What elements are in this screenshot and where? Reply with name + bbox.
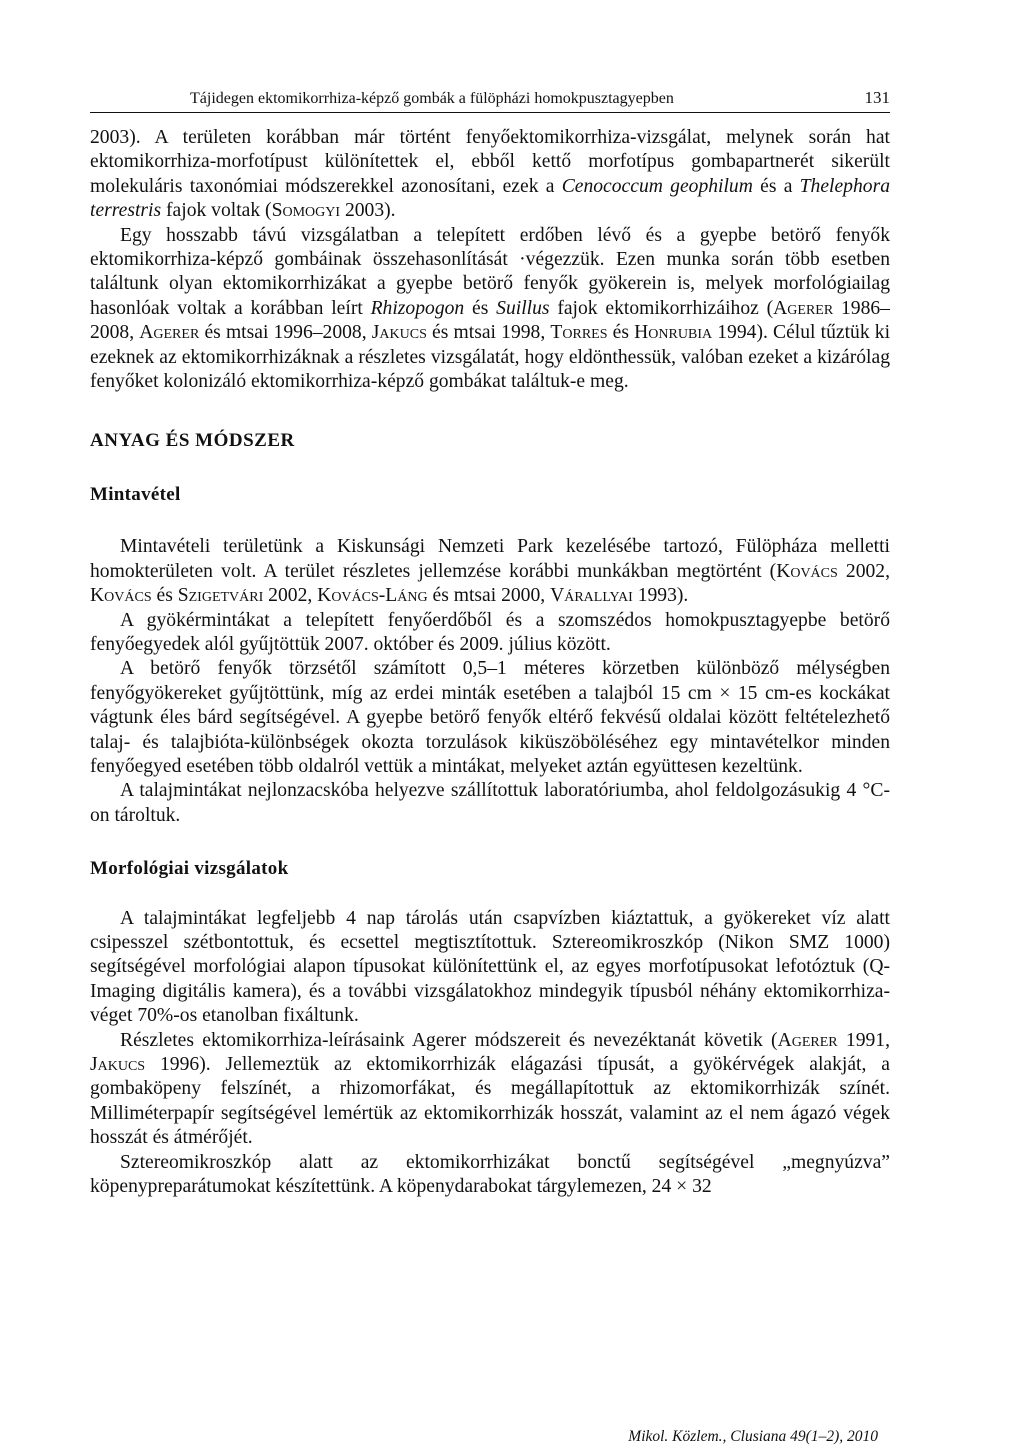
author-citation: Várallyai: [550, 585, 633, 607]
author-citation: Szigetvári: [177, 585, 264, 607]
taxon-name: Suillus: [496, 297, 550, 319]
author-citation: Agerer: [773, 297, 834, 319]
subsection-heading-sampling: Mintavétel: [90, 483, 181, 505]
author-citation: Jakucs: [90, 1054, 146, 1075]
sampling-paragraph-1: Mintavételi területünk a Kiskunsági Nemzeti Park kezelésébe tartozó, Fülöpháza melletti homokterületen volt. A terület részletes jellemzése korábbi munkákban megtörtént (Kovács 2002, Kovács és Szigetvári 2002, Kovács-Láng és mtsai 2000, Várallyai 1993).: [90, 536, 890, 607]
running-head-title: Tájidegen ektomikorrhiza-képző gombák a fülöpházi homokpusztagyepben: [190, 90, 674, 107]
author-citation: Torres: [550, 322, 608, 344]
intro-paragraph-1: 2003). A területen korábban már történt fenyőektomikorrhiza-vizsgálat, melynek során hat ektomikorrhiza-morfotípust különítettek el, ebből kettő morfotípus gombapartnerét sikerült molekuláris taxonómiai módszerekkel azonosítani, ezek a Cenococcum geophilum és a Thelephora terrestris fajok voltak (Somogyi 2003).: [90, 127, 890, 222]
subsection-heading-morphology: Morfológiai vizsgálatok: [90, 858, 289, 880]
morphology-paragraph-3: Sztereomikroszkóp alatt az ektomikorrhizákat bonctű segítségével „megnyúzva” köpenypreparátumokat készítettünk. A köpenydarabokat tárgylemezen, 24 × 32: [90, 1151, 890, 1198]
page-number: 131: [864, 88, 890, 107]
author-citation: Kovács: [90, 585, 152, 607]
author-citation: Agerer: [777, 1029, 838, 1051]
taxon-name: Cenococcum geophilum: [561, 175, 753, 197]
author-citation: Jakucs: [371, 322, 427, 344]
author-citation: Kovács: [776, 560, 838, 582]
article-body: [90, 126, 890, 1199]
sampling-paragraph-4: A talajmintákat nejlonzacskóba helyezve szállítottuk laboratóriumba, ahol feldolgozásukig 4 °C-on tároltuk.: [90, 780, 890, 826]
taxon-name: Rhizopogon: [370, 297, 465, 319]
taxon-name: Thelephora terrestris: [90, 175, 890, 222]
author-citation: Somogyi: [271, 200, 341, 222]
morphology-paragraph-2: Részletes ektomikorrhiza-leírásaink Agerer módszereit és nevezéktanát követik (Agerer 1991, Jakucs 1996). Jellemeztük az ektomikorrhizák elágazási típusát, a gyökérvégek alakját, a gombaköpeny felszínét, a rhizomorfákat, és megállapítottuk az ektomikorrhizák színét. Milliméterpapír segítségével lemértük az ektomikorrhizák hosszát, valamint az el nem ágazó végek hosszát és átmérőjét.: [90, 1029, 891, 1149]
running-head: [90, 88, 890, 113]
author-citation: Honrubia: [634, 322, 713, 344]
morphology-paragraph-1: A talajmintákat legfeljebb 4 nap tárolás után csapvízben kiáztattuk, a gyökereket víz alatt csipesszel szétbontottuk, és ecsettel megtisztítottuk. Sztereomikroszkóp (Nikon SMZ 1000) segítségével morfológiai alapon típusokat különítettünk el, az egyes morfotípusokat lefotóztuk (Q-Imaging digitális kamera), és a további vizsgálatokhoz mindegyik típusból néhány ektomikorrhiza-véget 70%-os etanolban fixáltunk.: [90, 907, 890, 1027]
section-heading-methods: ANYAG ÉS MÓDSZER: [90, 430, 295, 452]
author-citation: Kovács-Láng: [317, 585, 428, 607]
author-citation: Agerer: [139, 322, 200, 344]
intro-paragraph-2: Egy hosszabb távú vizsgálatban a telepített erdőben lévő és a gyepbe betörő fenyők ektomikorrhiza-képző gombáinak összehasonlítását ·végezzük. Ezen munka során több esetben találtunk olyan ektomikorrhizákat a gyepbe betörő fenyők gyökerein is, melyek morfológiailag hasonlóak voltak a korábban leírt Rhizopogon és Suillus fajok ektomikorrhizáihoz (Agerer 1986–2008, Agerer és mtsai 1996–2008, Jakucs és mtsai 1998, Torres és Honrubia 1994). Célul tűztük ki ezeknek az ektomikorrhizáknak a részletes vizsgálatát, hogy eldönthessük, valóban ezeket a kizárólag fenyőket kolonizáló ektomikorrhiza-képző gombákat találtuk-e meg.: [90, 224, 891, 393]
article-page: [90, 88, 890, 1199]
sampling-paragraph-3: A betörő fenyők törzsétől számított 0,5–1 méteres körzetben különböző mélységben fenyőgyökereket gyűjtöttünk, míg az erdei minták esetében a talajból 15 cm × 15 cm-es kockákat vágtunk éles bárd segítségével. A gyepbe betörő fenyők eltérő fekvésű oldalai között feltételezhető talaj- és talajbióta-különbségek okozta torzulások kiküszöböléséhez egy mintavételkor minden fenyőegyed esetében több oldalról vettük a mintákat, melyeket aztán együttesen kezeltünk.: [90, 658, 890, 777]
sampling-paragraph-2: A gyökérmintákat a telepített fenyőerdőből és a szomszédos homokpusztagyepbe betörő fenyőegyedek alól gyűjtöttük 2007. október és 2009. július között.: [90, 609, 890, 655]
journal-footer: Mikol. Közlem., Clusiana 49(1–2), 2010: [628, 1428, 878, 1445]
